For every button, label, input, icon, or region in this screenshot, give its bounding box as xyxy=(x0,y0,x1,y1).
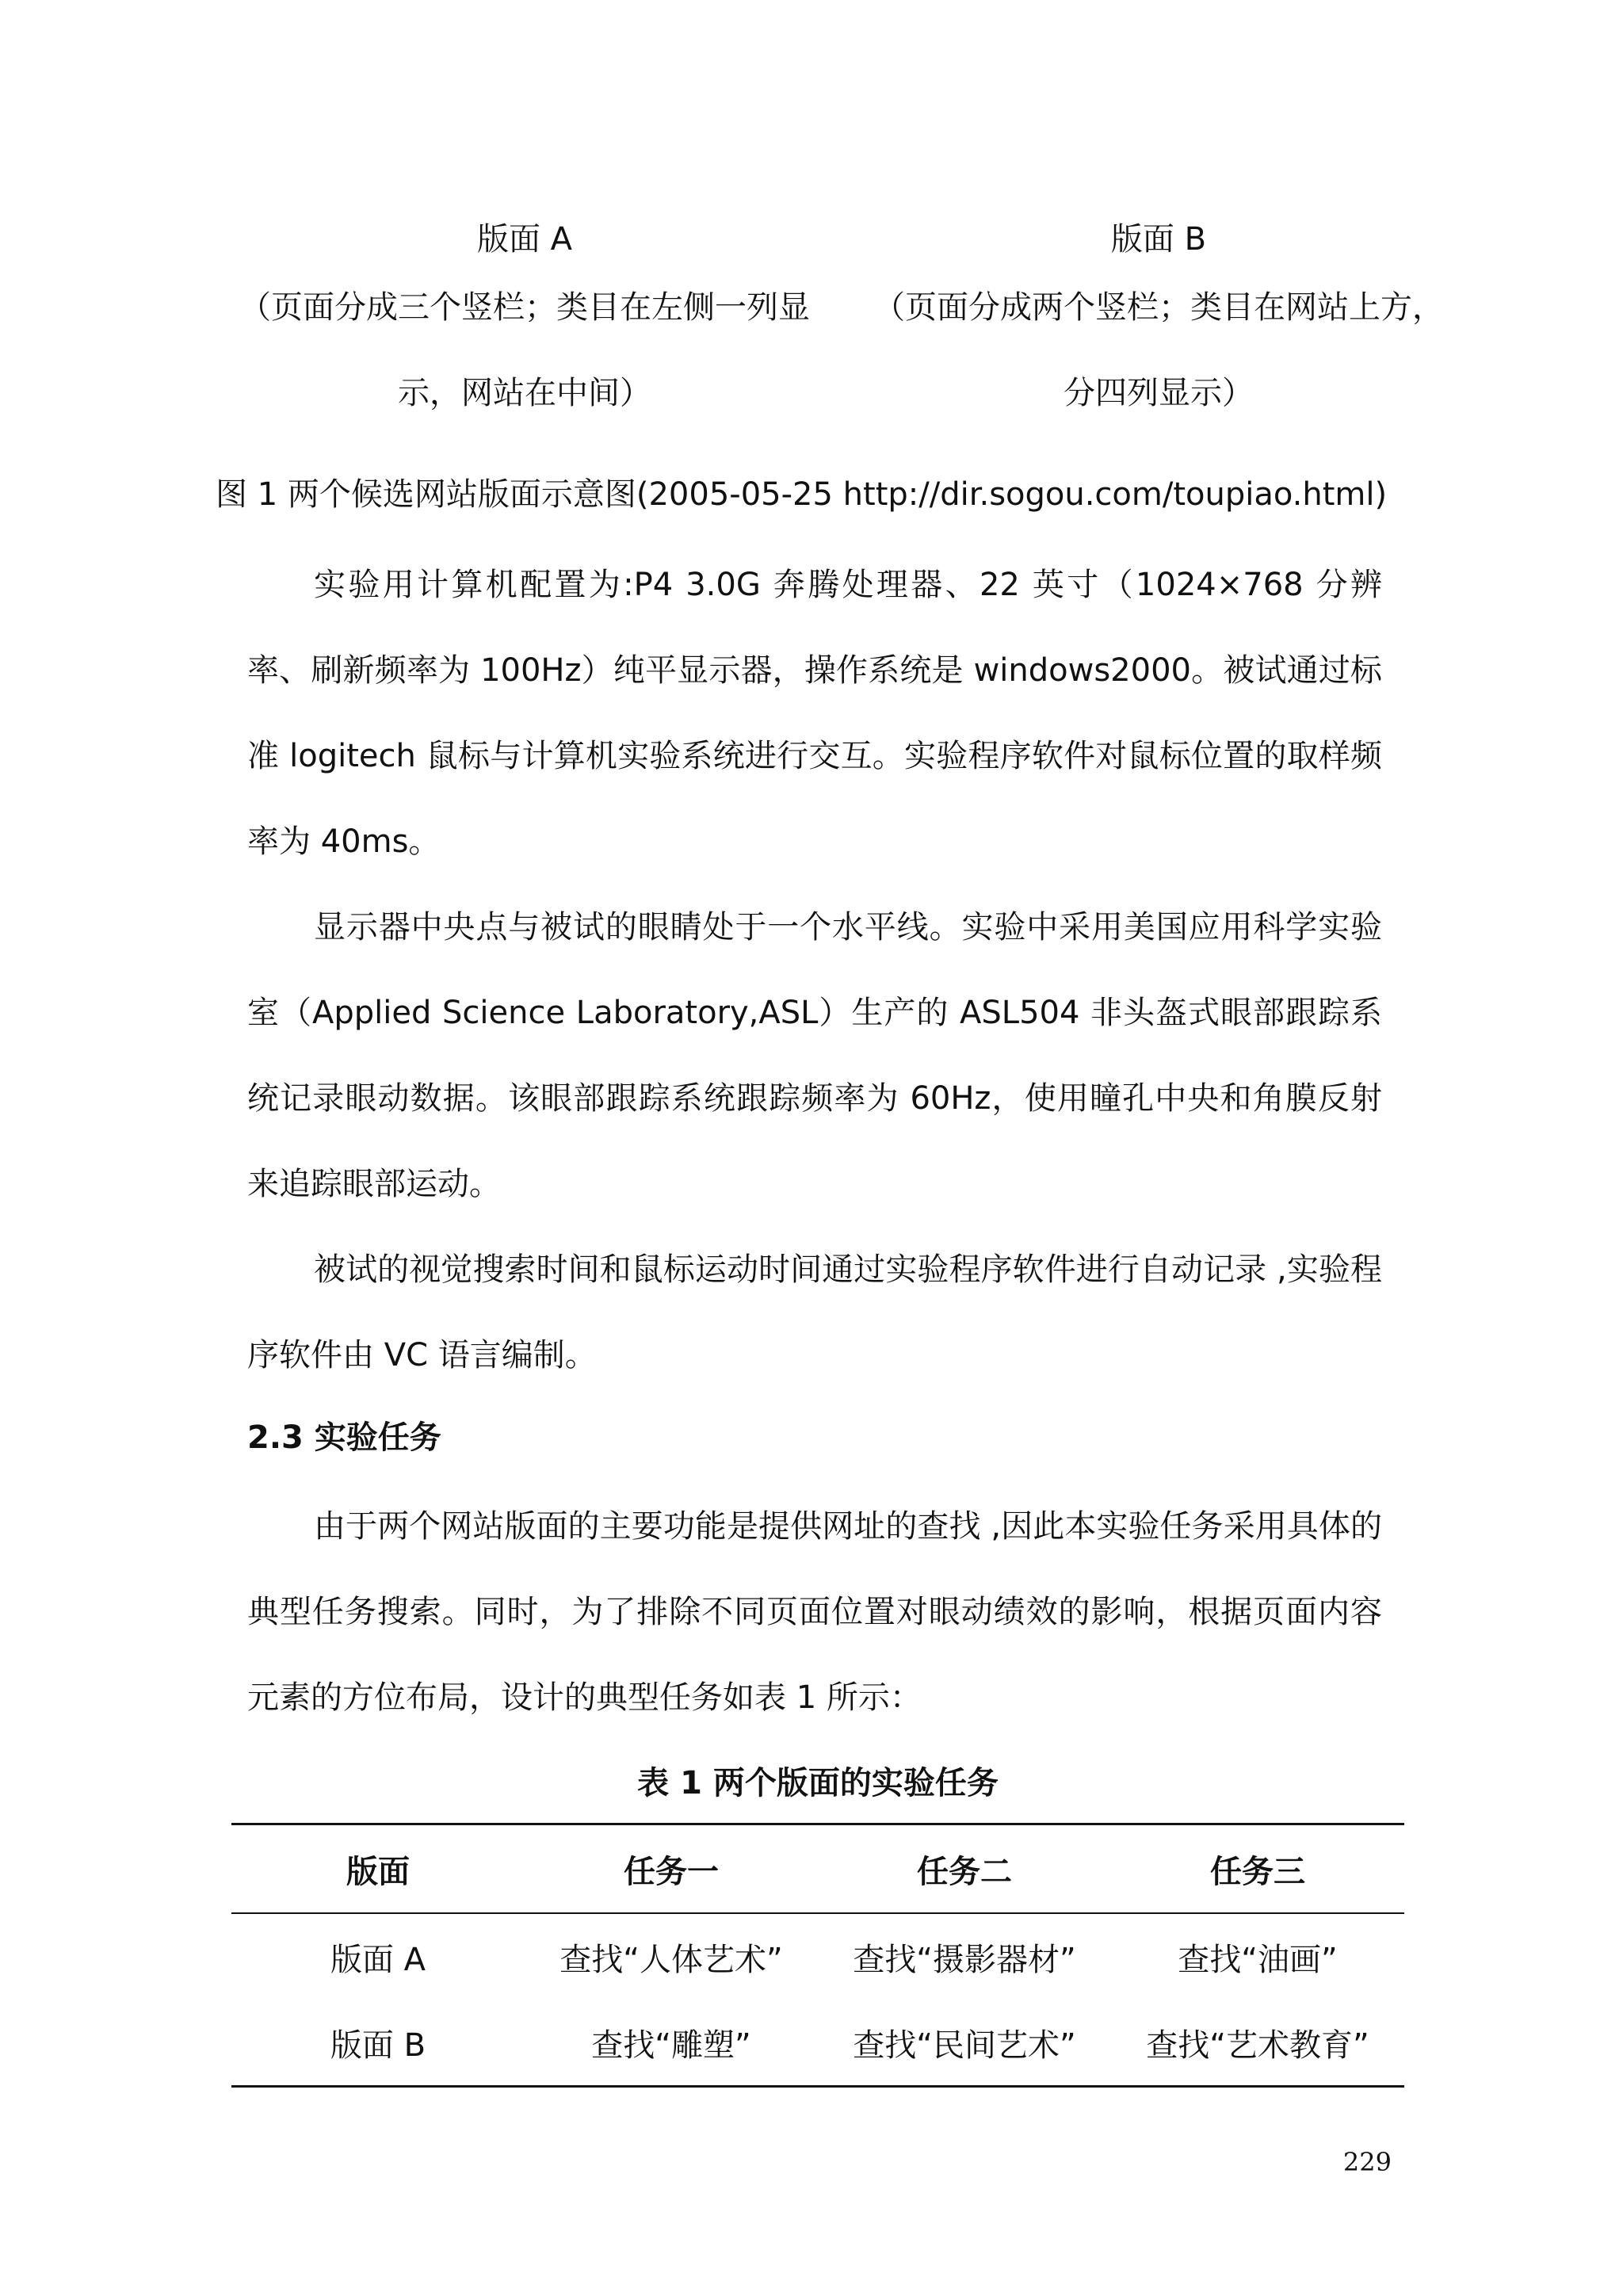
table-cell: 版面 B xyxy=(330,2027,426,2064)
table-cell: 查找“雕塑” xyxy=(591,2027,751,2064)
table-header-cell: 任务三 xyxy=(1210,1853,1305,1890)
table-header-cell: 版面 xyxy=(346,1853,410,1890)
section-heading: 2.3 实验任务 xyxy=(247,1419,441,1456)
panel-a-label xyxy=(216,214,834,436)
table-cell: 查找“摄影器材” xyxy=(853,1941,1076,1978)
figure-caption: 图 1 两个候选网站版面示意图(2005-05-25 http://dir.sogou.com/toupiao.html) xyxy=(216,476,1388,513)
panel-a-desc-line1: （页面分成三个竖栏；类目在左侧一列显 xyxy=(239,289,810,326)
panel-a-desc-line2: 示，网站在中间） xyxy=(398,375,651,411)
panel-b-label xyxy=(850,214,1468,436)
table-cell: 查找“艺术教育” xyxy=(1146,2027,1369,2064)
figure-panel-labels xyxy=(216,214,1452,436)
panel-b-name: 版面 B xyxy=(1110,221,1207,258)
table-row xyxy=(231,1913,1404,2000)
table-cell: 版面 A xyxy=(330,1941,426,1978)
table-header-row xyxy=(231,1824,1404,1914)
panel-b-desc-line1: （页面分成两个竖栏；类目在网站上方， xyxy=(873,289,1444,326)
panel-a-name: 版面 A xyxy=(476,221,573,258)
table-title: 表 1 两个版面的实验任务 xyxy=(637,1765,999,1801)
paragraph-eye-tracker: 显示器中央点与被试的眼睛处于一个水平线。实验中采用美国应用科学实验室（Applied Science Laboratory,ASL）生产的 ASL504 非头盔式眼部跟踪系统记录眼动数据。该眼部跟踪系统跟踪频率为 60Hz，使用瞳孔中央和角膜反射来追踪眼部运动。 xyxy=(247,909,1382,1202)
paragraph-tasks: 由于两个网站版面的主要功能是提供网址的查找 ,因此本实验任务采用具体的典型任务搜索。同时，为了排除不同页面位置对眼动绩效的影响，根据页面内容元素的方位布局，设计的典型任务如表 1 所示： xyxy=(247,1508,1382,1716)
table-header-cell: 任务一 xyxy=(624,1853,719,1890)
tasks-table xyxy=(231,1823,1404,2088)
table-cell: 查找“民间艺术” xyxy=(853,2027,1076,2064)
table-header-cell: 任务二 xyxy=(917,1853,1012,1890)
paragraph-equipment: 实验用计算机配置为:P4 3.0G 奔腾处理器、22 英寸（1024×768 分辨率、刷新频率为 100Hz）纯平显示器，操作系统是 windows2000。被试通过标准 logitech 鼠标与计算机实验系统进行交互。实验程序软件对鼠标位置的取样频率为 40ms。 xyxy=(247,567,1382,860)
table-cell: 查找“油画” xyxy=(1178,1941,1338,1978)
page-number: 229 xyxy=(1342,2147,1392,2177)
table-cell: 查找“人体艺术” xyxy=(559,1941,783,1978)
paragraph-recording: 被试的视觉搜索时间和鼠标运动时间通过实验程序软件进行自动记录 ,实验程序软件由 VC 语言编制。 xyxy=(247,1251,1382,1373)
panel-b-desc-line2: 分四列显示） xyxy=(1064,375,1254,411)
table-row xyxy=(231,2000,1404,2087)
